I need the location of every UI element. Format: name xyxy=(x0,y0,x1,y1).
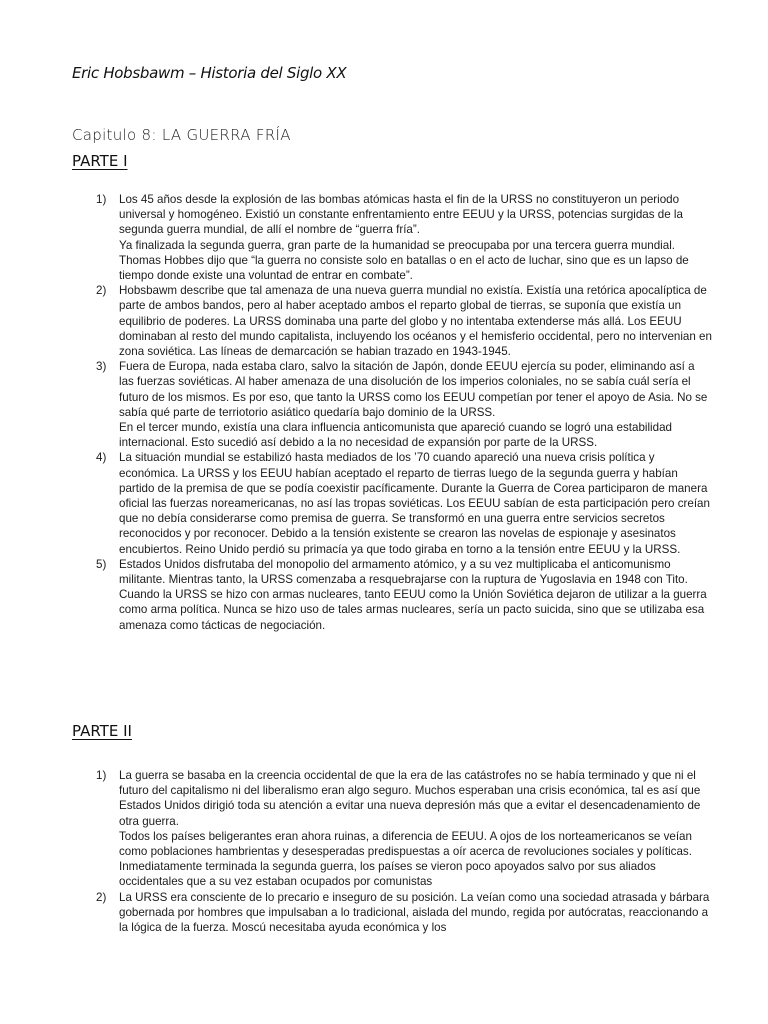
list-item-paragraph: Los 45 años desde la explosión de las bombas atómicas hasta el fin de la URSS no constituyeron un periodo universal y homogéneo. Existió un constante enfrentamiento entre EEUU y la URSS, potencias surgidas de la segunda guerra mundial, de allí el nombre de “guerra fría”. xyxy=(119,193,683,237)
document-title: Eric Hobsbawm – Historia del Siglo XX xyxy=(72,64,347,82)
list-item xyxy=(72,359,712,450)
list-item-number: 2) xyxy=(96,284,107,298)
list-item-paragraph: Cuando la URSS se hizo con armas nucleares, tanto EEUU como la Unión Soviética dejaron de utilizar a la guerra como arma política. Nunca se hizo uso de tales armas nucleares, sería un pacto suicida, sino que se utilizaba esa amenaza como tácticas de negociación. xyxy=(119,588,707,632)
list-item xyxy=(72,768,712,890)
list-item-number: 3) xyxy=(96,360,107,374)
section-heading-parte-1: PARTE I xyxy=(72,152,128,170)
list-item xyxy=(72,283,712,359)
list-item-paragraph: La URSS era consciente de lo precario e inseguro de su posición. La veían como una sociedad atrasada y bárbara gobernada por hombres que impulsaban a lo tradicional, aislada del mundo, regida por autócratas, reaccionando a la lógica de la fuerza. Moscú necesitaba ayuda económica y los xyxy=(119,890,710,935)
list-item-paragraph: Fuera de Europa, nada estaba claro, salvo la sitación de Japón, donde EEUU ejercía su poder, eliminando así a las fuerzas soviéticas. Al haber amenaza de una disolución de los imperios coloniales, no se sabía cuál sería el futuro de los mismos. Es por eso, que tanto la URSS como los EEUU competían por tener el apoyo de Asia. No se sabía qué parte de terriotorio asiático quedaría bajo dominio de la URSS. xyxy=(119,360,708,419)
list-item-paragraph: La guerra se basaba en la creencia occidental de que la era de las catástrofes no se había terminado y que ni el futuro del capitalismo ni del liberalismo eran algo seguro. Muchos esperaban una crisis económica, tal es así que Estados Unidos dirigió toda su atención a evitar una nueva depresión más que a evitar el desencadenamiento de otra guerra. xyxy=(119,769,701,828)
numbered-list-parte-2 xyxy=(72,768,712,935)
list-item xyxy=(72,192,712,283)
list-item-number: 1) xyxy=(96,769,107,782)
list-item-paragraph: Estados Unidos disfrutaba del monopolio del armamento atómico, y a su vez multiplicaba el anticomunismo militante. Mientras tanto, la URSS comenzaba a resquebrajarse con la ruptura de Yugoslavia en 1948 con Tito. xyxy=(119,557,688,587)
list-item-number: 2) xyxy=(96,890,107,904)
list-item xyxy=(72,450,712,556)
list-item-number: 1) xyxy=(96,193,107,206)
list-item xyxy=(72,557,712,633)
list-item-paragraph: Hobsbawm describe que tal amenaza de una nueva guerra mundial no existía. Existía una retórica apocalíptica de parte de ambos bandos, pero al haber aceptado ambos el reparto global de tierras, se suponía que existía un equilibrio de poderes. La URSS dominaba una parte del globo y no intentaba extenderse más allá. Los EEUU dominaban al resto del mundo capitalista, incluyendo los océanos y el hemisferio occidental, pero no intervenian en zona soviética. Las líneas de demarcación se habian trazado en 1943-1945. xyxy=(119,284,712,359)
numbered-list-parte-1 xyxy=(72,192,712,633)
list-item-number: 4) xyxy=(96,451,107,465)
list-item-paragraph: En el tercer mundo, existía una clara influencia anticomunista que apareció cuando se logró una estabilidad internacional. Esto sucedió así debido a la no necesidad de expansión por parte de la URSS. xyxy=(119,421,672,450)
list-item-number: 5) xyxy=(96,557,107,571)
section-heading-parte-2: PARTE II xyxy=(72,722,132,740)
list-item-paragraph: Todos los países beligerantes eran ahora ruinas, a diferencia de EEUU. A ojos de los norteamericanos se veían como poblaciones hambrientas y desesperadas predispuestas a oír acerca de revoluciones sociales y políticas. xyxy=(119,829,692,859)
list-item-paragraph: Inmediatamente terminada la segunda guerra, los países se vieron poco apoyados salvo por sus aliados occidentales que a su vez estaban ocupados por comunistas xyxy=(119,860,656,889)
list-item-paragraph: La situación mundial se estabilizó hasta mediados de los ’70 cuando apareció una nueva crisis política y económica. La URSS y los EEUU habían aceptado el reparto de tierras luego de la segunda guerra y habían partido de la premisa de que se podía coexistir pacíficamente. Durante la Guerra de Corea participaron de manera oficial las fuerzas noreamericanas, no así las tropas soviéticas. Los EEUU sabían de esta participación pero creían que no debía considerarse como premisa de guerra. Se transformó en una guerra entre servicios secretos reconocidos y por reconocer. Debido a la tensión existente se crearon las novelas de espionaje y asesinatos encubiertos. Reino Unido perdió su primacía ya que todo giraba en torno a la tensión entre EEUU y la URSS. xyxy=(119,451,710,556)
list-item xyxy=(72,890,712,936)
list-item-paragraph: Ya finalizada la segunda guerra, gran parte de la humanidad se preocupaba por una tercera guerra mundial. Thomas Hobbes dijo que “la guerra no consiste solo en batallas o en el acto de luchar, sino que es un lapso de tiempo donde existe una voluntad de entrar en combate”. xyxy=(119,238,689,283)
chapter-title: Capitulo 8: LA GUERRA FRÍA xyxy=(72,126,291,144)
